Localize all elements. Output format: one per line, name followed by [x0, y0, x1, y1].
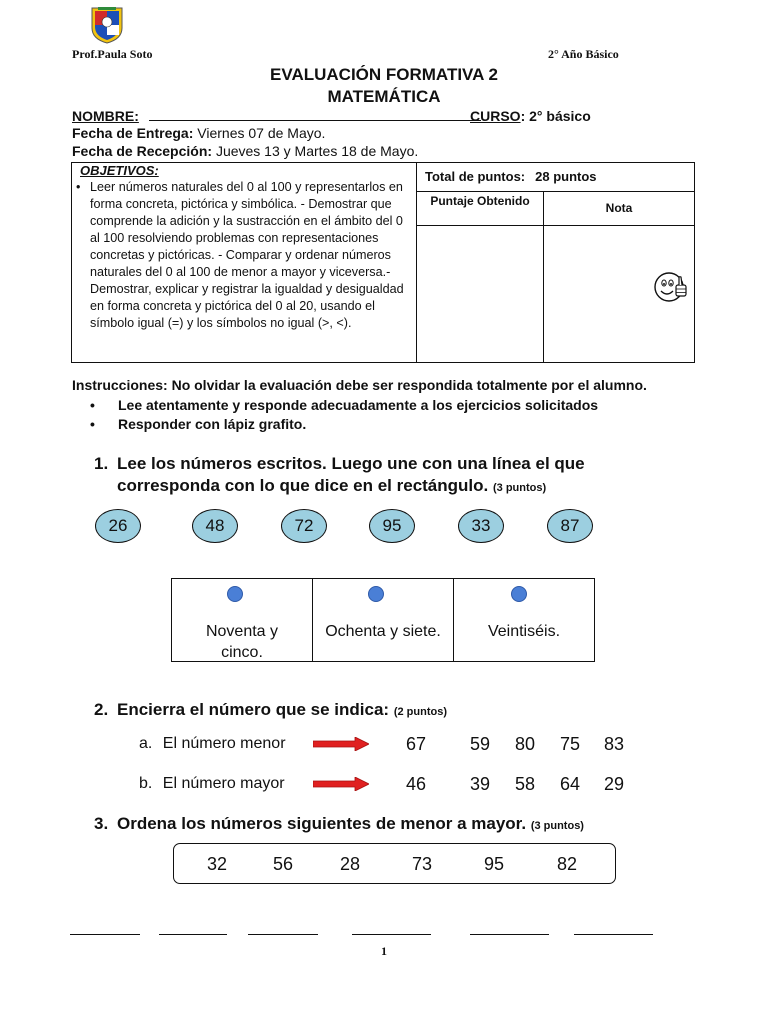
number-word-text: Veintiséis. — [487, 623, 561, 640]
option-a-number[interactable]: 75 — [560, 734, 581, 754]
option-b-number[interactable]: 46 — [406, 774, 427, 794]
recepcion-label: Fecha de Recepción: — [72, 143, 213, 159]
question-1-line2 — [117, 476, 546, 496]
objectives-table — [71, 162, 695, 363]
name-row — [72, 108, 694, 124]
right-arrow-icon — [313, 777, 369, 791]
number-word-cell — [172, 579, 313, 661]
answer-blank[interactable] — [470, 934, 549, 935]
recepcion-row — [72, 143, 418, 159]
curso-label: CURSO — [470, 108, 521, 124]
nombre-field[interactable] — [149, 108, 481, 121]
question-1-line1 — [94, 454, 585, 474]
answer-blank[interactable] — [352, 934, 431, 935]
order-number: 95 — [484, 854, 505, 874]
number-word-text: Noventa y cinco. — [205, 623, 279, 661]
number-words-box — [171, 578, 595, 662]
question-2 — [94, 700, 447, 720]
question-2-points: (2 puntos) — [393, 706, 447, 718]
question-1-number: 1. — [94, 454, 109, 473]
curso-group — [470, 108, 591, 124]
number-oval[interactable]: 87 — [547, 509, 593, 543]
number-word-text: Ochenta y siete. — [325, 623, 441, 640]
grade-label: 2° Año Básico — [548, 47, 619, 61]
instructions-text: Instrucciones: No olvidar la evaluación debe ser respondida totalmente por el alumno. — [72, 377, 647, 393]
option-a-number[interactable]: 59 — [470, 734, 491, 754]
number-word-cell — [454, 579, 594, 661]
entrega-value: Viernes 07 de Mayo. — [197, 125, 326, 141]
option-a-number[interactable]: 80 — [515, 734, 536, 754]
teacher-name: Prof.Paula Soto — [72, 47, 153, 61]
option-b-label: b. — [139, 775, 153, 792]
instruction-item-text: Lee atentamente y responde adecuadamente a los ejercicios solicitados — [118, 397, 599, 413]
puntaje-field[interactable] — [417, 226, 544, 362]
order-number: 73 — [412, 854, 433, 874]
nombre-label: NOMBRE: — [72, 108, 139, 124]
answer-blank[interactable] — [248, 934, 318, 935]
total-points-label: Total de puntos: — [425, 169, 526, 184]
objectives-text-block — [76, 179, 412, 332]
option-b-number[interactable]: 58 — [515, 774, 536, 794]
page-number: 1 — [381, 944, 387, 958]
thumbs-up-smiley-icon — [654, 270, 688, 304]
option-a-text: El número menor — [162, 735, 286, 752]
option-b-text: El número mayor — [162, 775, 285, 792]
page-title: EVALUACIÓN FORMATIVA 2 — [270, 65, 498, 84]
nota-field[interactable] — [544, 226, 694, 362]
question-3-text: Ordena los números siguientes de menor a mayor. — [117, 814, 527, 833]
order-number: 56 — [273, 854, 294, 874]
objectives-title: OBJETIVOS: — [80, 163, 159, 178]
order-number: 32 — [207, 854, 228, 874]
instruction-item-text: Responder con lápiz grafito. — [118, 416, 307, 432]
answer-blank[interactable] — [574, 934, 653, 935]
instruction-item — [90, 416, 307, 432]
recepcion-value: Jueves 13 y Martes 18 de Mayo. — [215, 143, 419, 159]
entrega-row — [72, 125, 325, 141]
question-2-number: 2. — [94, 700, 109, 719]
question-2-text: Encierra el número que se indica: — [117, 700, 390, 719]
right-arrow-icon — [313, 737, 369, 751]
option-b-number[interactable]: 64 — [560, 774, 581, 794]
match-dot[interactable] — [511, 586, 527, 602]
order-number: 28 — [340, 854, 361, 874]
question-3 — [94, 814, 584, 834]
total-points-cell — [417, 163, 694, 192]
question-3-number: 3. — [94, 814, 109, 833]
number-oval[interactable]: 48 — [192, 509, 238, 543]
question-1-text-cont: corresponda con lo que dice en el rectángulo. — [117, 476, 489, 495]
number-oval[interactable]: 72 — [281, 509, 327, 543]
number-oval[interactable]: 95 — [369, 509, 415, 543]
curso-value: : 2° básico — [520, 108, 591, 124]
bullet-icon: • — [90, 397, 95, 413]
page-subtitle: MATEMÁTICA — [327, 87, 441, 106]
option-a-number[interactable]: 83 — [604, 734, 625, 754]
option-a-label: a. — [139, 735, 153, 752]
number-oval[interactable]: 33 — [458, 509, 504, 543]
option-b-number[interactable]: 39 — [470, 774, 491, 794]
entrega-label: Fecha de Entrega: — [72, 125, 194, 141]
objectives-text: Leer números naturales del 0 al 100 y representarlos en forma concreta, pictórica y simbólica. - Demostrar que comprende la adición y la sustracción en el ámbito del 0 al 100 resolviendo problemas con representaciones concretas y pictóricas. - Comparar y ordenar números naturales del 0 al 100 de menor a mayor y viceversa.- Demostrar, explicar y registrar la igualdad y desigualdad en forma concreta y pictórica del 0 al 20, usando el símbolo igual (=) y los símbolos no igual (>, <). — [90, 180, 404, 330]
question-1-text: Lee los números escritos. Luego une con una línea el que — [117, 454, 585, 473]
number-word-cell — [313, 579, 454, 661]
school-crest-logo — [90, 6, 124, 44]
match-dot[interactable] — [227, 586, 243, 602]
option-a — [139, 735, 286, 753]
bullet-icon: • — [90, 416, 95, 432]
question-1-points: (3 puntos) — [492, 482, 547, 494]
nota-header: Nota — [544, 192, 694, 226]
objectives-cell — [72, 163, 417, 362]
option-b-number[interactable]: 29 — [604, 774, 625, 794]
answer-blank[interactable] — [70, 934, 140, 935]
puntaje-header: Puntaje Obtenido — [417, 192, 544, 226]
answer-blank[interactable] — [159, 934, 227, 935]
numbers-to-order-box — [173, 843, 616, 884]
option-a-number[interactable]: 67 — [406, 734, 427, 754]
bullet-icon: • — [76, 180, 81, 194]
instruction-item — [90, 397, 599, 413]
match-dot[interactable] — [368, 586, 384, 602]
question-3-points: (3 puntos) — [530, 820, 584, 832]
total-points-value: 28 puntos — [535, 169, 597, 184]
option-b — [139, 775, 285, 793]
number-oval[interactable]: 26 — [95, 509, 141, 543]
order-number: 82 — [557, 854, 578, 874]
